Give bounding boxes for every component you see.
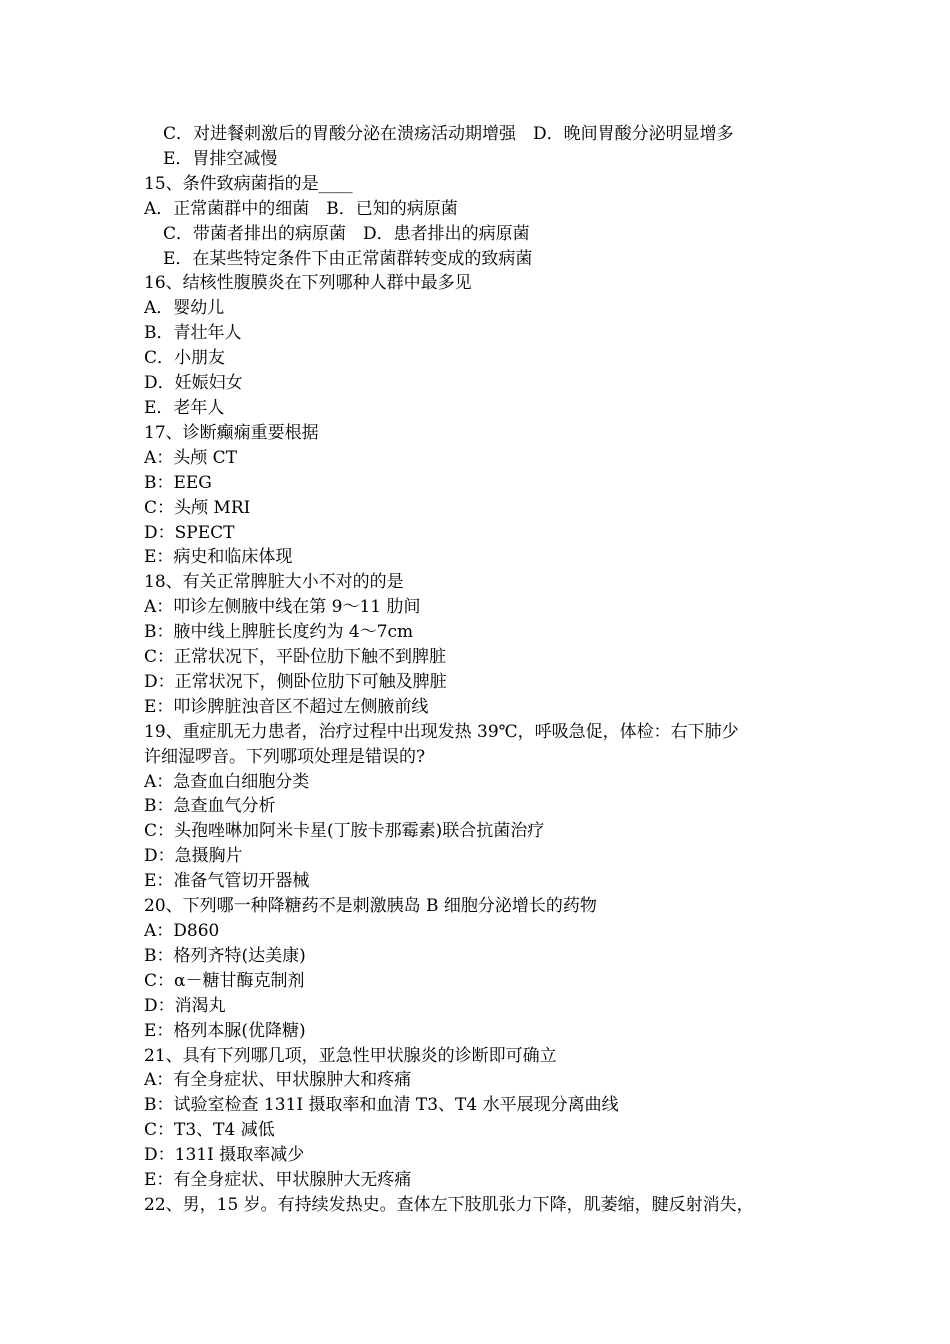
text-line: E：准备气管切开器械 <box>144 871 310 892</box>
text-line: C：正常状况下，平卧位肋下触不到脾脏 <box>144 647 447 668</box>
text-line: A．正常菌群中的细菌 B．已知的病原菌 <box>144 198 458 219</box>
text-line: 21、具有下列哪几项，亚急性甲状腺炎的诊断即可确立 <box>144 1045 557 1066</box>
text-line: A：有全身症状、甲状腺肿大和疼痛 <box>144 1070 412 1091</box>
text-line: E．在某些特定条件下由正常菌群转变成的致病菌 <box>163 248 533 269</box>
text-line: B：EEG <box>144 472 212 493</box>
text-line: 22、男，15 岁。有持续发热史。查体左下肢肌张力下降，肌萎缩，腱反射消失， <box>144 1194 754 1215</box>
text-line: C．对进餐刺激后的胃酸分泌在溃疡活动期增强 D．晚间胃酸分泌明显增多 <box>163 124 734 144</box>
text-line: B：格列齐特(达美康) <box>144 945 306 966</box>
text-line: E：有全身症状、甲状腺肿大无疼痛 <box>144 1170 412 1191</box>
text-line: A：头颅 CT <box>144 447 238 468</box>
text-line: D：131I 摄取率减少 <box>144 1145 305 1166</box>
text-line: 18、有关正常脾脏大小不对的的是 <box>144 572 404 593</box>
text-line: B：急查血气分析 <box>144 796 276 817</box>
text-line: B：试验室检查 131I 摄取率和血清 T3、T4 水平展现分离曲线 <box>144 1095 619 1116</box>
text-line: D．妊娠妇女 <box>144 373 243 394</box>
text-line: 16、结核性腹膜炎在下列哪种人群中最多见 <box>144 273 472 294</box>
document-body <box>144 122 824 1218</box>
text-line: C：头孢唑啉加阿米卡星(丁胺卡那霉素)联合抗菌治疗 <box>144 821 545 842</box>
text-line: E：格列本脲(优降糖) <box>144 1020 306 1041</box>
text-line: C．带菌者排出的病原菌 D．患者排出的病原菌 <box>163 223 530 244</box>
text-line: B：腋中线上脾脏长度约为 4～7cm <box>144 622 414 643</box>
text-line: D：消渴丸 <box>144 995 226 1016</box>
text-line: A：D860 <box>144 921 220 941</box>
text-line: E．胃排空减慢 <box>163 148 278 169</box>
text-line: A．婴幼儿 <box>144 298 225 319</box>
text-line: 17、诊断癫痫重要根据 <box>144 422 319 443</box>
text-line: E．老年人 <box>144 397 225 418</box>
text-line: C．小朋友 <box>144 348 226 369</box>
text-line: D：急摄胸片 <box>144 846 243 867</box>
text-line: 19、重症肌无力患者，治疗过程中出现发热 39℃，呼吸急促，体检：右下肺少 <box>144 721 739 742</box>
text-line: D：正常状况下，侧卧位肋下可触及脾脏 <box>144 671 447 692</box>
text-line: C：头颅 MRI <box>144 497 251 518</box>
text-line: 20、下列哪一种降糖药不是刺激胰岛 B 细胞分泌增长的药物 <box>144 896 597 917</box>
text-line: 许细湿啰音。下列哪项处理是错误的? <box>144 746 426 767</box>
text-line: E：病史和临床体现 <box>144 547 293 568</box>
text-line: E：叩诊脾脏浊音区不超过左侧腋前线 <box>144 696 429 717</box>
text-line: A：急查血白细胞分类 <box>144 771 310 792</box>
text-line: A：叩诊左侧腋中线在第 9～11 肋间 <box>144 597 421 618</box>
text-line: C：α－糖甘酶克制剂 <box>144 970 305 991</box>
text-line: B．青壮年人 <box>144 323 242 344</box>
text-line: D：SPECT <box>144 522 235 543</box>
text-line: C：T3、T4 减低 <box>144 1120 275 1141</box>
text-line: 15、条件致病菌指的是____ <box>144 173 353 194</box>
